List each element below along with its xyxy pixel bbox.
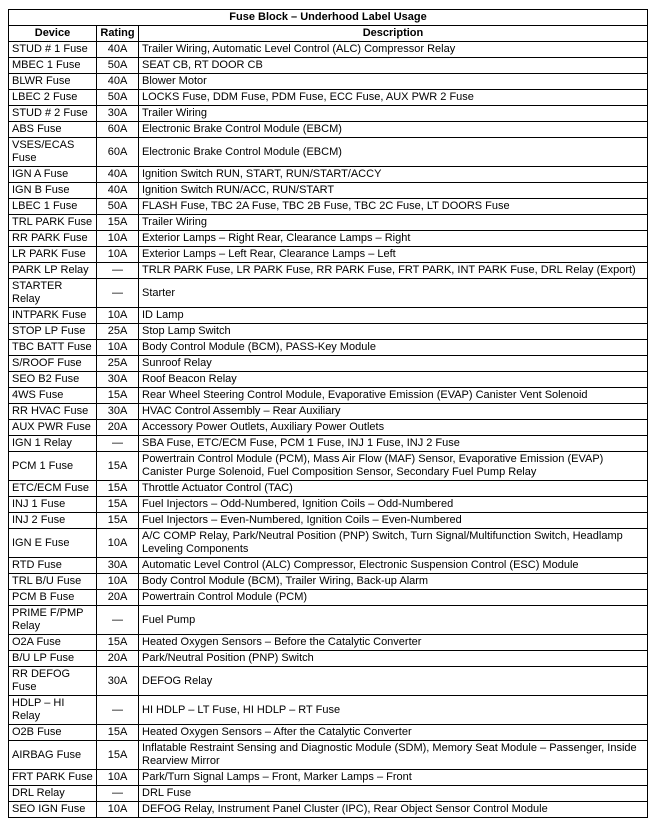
- rating-cell: 20A: [97, 420, 139, 436]
- device-cell: TRL PARK Fuse: [9, 215, 97, 231]
- table-row: [9, 199, 648, 215]
- table-row: [9, 308, 648, 324]
- device-cell: RR DEFOG Fuse: [9, 667, 97, 696]
- table-row: [9, 725, 648, 741]
- description-cell: Fuel Injectors – Even-Numbered, Ignition Coils – Even-Numbered: [139, 513, 648, 529]
- device-cell: SEO B2 Fuse: [9, 372, 97, 388]
- device-cell: LR PARK Fuse: [9, 247, 97, 263]
- table-row: [9, 324, 648, 340]
- device-cell: DRL Relay: [9, 786, 97, 802]
- description-cell: Stop Lamp Switch: [139, 324, 648, 340]
- description-cell: ID Lamp: [139, 308, 648, 324]
- rating-cell: 30A: [97, 404, 139, 420]
- device-cell: PCM 1 Fuse: [9, 452, 97, 481]
- table-row: [9, 606, 648, 635]
- device-cell: INJ 1 Fuse: [9, 497, 97, 513]
- rating-cell: —: [97, 279, 139, 308]
- rating-cell: 10A: [97, 529, 139, 558]
- rating-cell: —: [97, 436, 139, 452]
- description-cell: Automatic Level Control (ALC) Compressor, Electronic Suspension Control (ESC) Module: [139, 558, 648, 574]
- rating-cell: 10A: [97, 308, 139, 324]
- table-row: [9, 513, 648, 529]
- table-row: [9, 106, 648, 122]
- table-row: [9, 388, 648, 404]
- table-row: [9, 42, 648, 58]
- description-cell: Powertrain Control Module (PCM), Mass Air Flow (MAF) Sensor, Evaporative Emission (EVAP) Canister Purge Solenoid, Fuel Composition Sensor, Secondary Fuel Pump Relay: [139, 452, 648, 481]
- description-cell: Trailer Wiring: [139, 215, 648, 231]
- rating-cell: 50A: [97, 58, 139, 74]
- rating-cell: 10A: [97, 574, 139, 590]
- table-row: [9, 263, 648, 279]
- rating-cell: 15A: [97, 388, 139, 404]
- rating-cell: 10A: [97, 770, 139, 786]
- table-row: [9, 58, 648, 74]
- description-cell: Exterior Lamps – Right Rear, Clearance Lamps – Right: [139, 231, 648, 247]
- device-cell: IGN 1 Relay: [9, 436, 97, 452]
- rating-cell: 10A: [97, 802, 139, 818]
- table-row: [9, 436, 648, 452]
- description-cell: Blower Motor: [139, 74, 648, 90]
- rating-cell: —: [97, 786, 139, 802]
- device-cell: S/ROOF Fuse: [9, 356, 97, 372]
- rating-cell: 40A: [97, 183, 139, 199]
- table-row: [9, 90, 648, 106]
- description-cell: Sunroof Relay: [139, 356, 648, 372]
- rating-cell: 30A: [97, 372, 139, 388]
- device-cell: PRIME F/PMP Relay: [9, 606, 97, 635]
- device-cell: STARTER Relay: [9, 279, 97, 308]
- rating-cell: 25A: [97, 356, 139, 372]
- table-row: [9, 247, 648, 263]
- description-cell: A/C COMP Relay, Park/Neutral Position (PNP) Switch, Turn Signal/Multifunction Switch, Headlamp Leveling Components: [139, 529, 648, 558]
- device-cell: 4WS Fuse: [9, 388, 97, 404]
- device-cell: INTPARK Fuse: [9, 308, 97, 324]
- description-cell: Body Control Module (BCM), PASS-Key Module: [139, 340, 648, 356]
- description-cell: Inflatable Restraint Sensing and Diagnostic Module (SDM), Memory Seat Module – Passenger, Inside Rearview Mirror: [139, 741, 648, 770]
- device-cell: IGN E Fuse: [9, 529, 97, 558]
- table-row: [9, 420, 648, 436]
- description-cell: Heated Oxygen Sensors – After the Catalytic Converter: [139, 725, 648, 741]
- description-cell: DEFOG Relay: [139, 667, 648, 696]
- rating-cell: 30A: [97, 558, 139, 574]
- table-row: [9, 741, 648, 770]
- table-row: [9, 529, 648, 558]
- table-row: [9, 231, 648, 247]
- description-cell: Trailer Wiring, Automatic Level Control (ALC) Compressor Relay: [139, 42, 648, 58]
- rating-cell: 40A: [97, 42, 139, 58]
- device-cell: STOP LP Fuse: [9, 324, 97, 340]
- device-cell: STUD # 2 Fuse: [9, 106, 97, 122]
- title-row: [9, 10, 648, 26]
- table-row: [9, 786, 648, 802]
- rating-cell: —: [97, 696, 139, 725]
- rating-cell: 15A: [97, 215, 139, 231]
- rating-cell: 40A: [97, 167, 139, 183]
- table-row: [9, 340, 648, 356]
- device-cell: HDLP – HI Relay: [9, 696, 97, 725]
- device-cell: STUD # 1 Fuse: [9, 42, 97, 58]
- table-row: [9, 497, 648, 513]
- description-cell: HVAC Control Assembly – Rear Auxiliary: [139, 404, 648, 420]
- device-cell: B/U LP Fuse: [9, 651, 97, 667]
- description-cell: LOCKS Fuse, DDM Fuse, PDM Fuse, ECC Fuse, AUX PWR 2 Fuse: [139, 90, 648, 106]
- device-cell: RR HVAC Fuse: [9, 404, 97, 420]
- device-cell: LBEC 1 Fuse: [9, 199, 97, 215]
- rating-cell: 15A: [97, 725, 139, 741]
- description-cell: Powertrain Control Module (PCM): [139, 590, 648, 606]
- device-cell: IGN B Fuse: [9, 183, 97, 199]
- rating-cell: 25A: [97, 324, 139, 340]
- device-cell: FRT PARK Fuse: [9, 770, 97, 786]
- rating-cell: 10A: [97, 247, 139, 263]
- table-row: [9, 215, 648, 231]
- description-cell: DEFOG Relay, Instrument Panel Cluster (IPC), Rear Object Sensor Control Module: [139, 802, 648, 818]
- rating-cell: 20A: [97, 651, 139, 667]
- table-row: [9, 802, 648, 818]
- description-cell: Trailer Wiring: [139, 106, 648, 122]
- rating-cell: 30A: [97, 106, 139, 122]
- rating-cell: 60A: [97, 122, 139, 138]
- device-cell: TRL B/U Fuse: [9, 574, 97, 590]
- description-cell: Fuel Injectors – Odd-Numbered, Ignition Coils – Odd-Numbered: [139, 497, 648, 513]
- device-cell: INJ 2 Fuse: [9, 513, 97, 529]
- description-cell: Throttle Actuator Control (TAC): [139, 481, 648, 497]
- table-row: [9, 651, 648, 667]
- device-cell: TBC BATT Fuse: [9, 340, 97, 356]
- device-cell: RR PARK Fuse: [9, 231, 97, 247]
- description-cell: Electronic Brake Control Module (EBCM): [139, 138, 648, 167]
- rating-cell: 15A: [97, 741, 139, 770]
- description-cell: Park/Neutral Position (PNP) Switch: [139, 651, 648, 667]
- description-cell: Roof Beacon Relay: [139, 372, 648, 388]
- description-cell: HI HDLP – LT Fuse, HI HDLP – RT Fuse: [139, 696, 648, 725]
- device-cell: BLWR Fuse: [9, 74, 97, 90]
- description-cell: SEAT CB, RT DOOR CB: [139, 58, 648, 74]
- description-cell: Ignition Switch RUN, START, RUN/START/ACCY: [139, 167, 648, 183]
- rating-cell: 30A: [97, 667, 139, 696]
- device-cell: AIRBAG Fuse: [9, 741, 97, 770]
- header-row: [9, 26, 648, 42]
- table-row: [9, 372, 648, 388]
- rating-cell: 15A: [97, 513, 139, 529]
- description-cell: Rear Wheel Steering Control Module, Evaporative Emission (EVAP) Canister Vent Solenoid: [139, 388, 648, 404]
- device-cell: PARK LP Relay: [9, 263, 97, 279]
- table-row: [9, 574, 648, 590]
- rating-cell: 15A: [97, 635, 139, 651]
- description-cell: Park/Turn Signal Lamps – Front, Marker Lamps – Front: [139, 770, 648, 786]
- description-cell: SBA Fuse, ETC/ECM Fuse, PCM 1 Fuse, INJ 1 Fuse, INJ 2 Fuse: [139, 436, 648, 452]
- table-row: [9, 183, 648, 199]
- table-row: [9, 696, 648, 725]
- table-title: Fuse Block – Underhood Label Usage: [9, 10, 648, 26]
- rating-cell: —: [97, 263, 139, 279]
- fuse-block-table: [8, 9, 648, 818]
- rating-cell: —: [97, 606, 139, 635]
- device-cell: SEO IGN Fuse: [9, 802, 97, 818]
- table-row: [9, 558, 648, 574]
- table-body: [9, 42, 648, 818]
- device-cell: MBEC 1 Fuse: [9, 58, 97, 74]
- table-row: [9, 770, 648, 786]
- device-cell: ABS Fuse: [9, 122, 97, 138]
- table-row: [9, 279, 648, 308]
- device-cell: PCM B Fuse: [9, 590, 97, 606]
- description-cell: Starter: [139, 279, 648, 308]
- rating-cell: 20A: [97, 590, 139, 606]
- description-cell: Ignition Switch RUN/ACC, RUN/START: [139, 183, 648, 199]
- table-row: [9, 481, 648, 497]
- col-header-description: Description: [139, 26, 648, 42]
- device-cell: ETC/ECM Fuse: [9, 481, 97, 497]
- description-cell: FLASH Fuse, TBC 2A Fuse, TBC 2B Fuse, TBC 2C Fuse, LT DOORS Fuse: [139, 199, 648, 215]
- table-row: [9, 122, 648, 138]
- device-cell: O2A Fuse: [9, 635, 97, 651]
- rating-cell: 40A: [97, 74, 139, 90]
- description-cell: Exterior Lamps – Left Rear, Clearance Lamps – Left: [139, 247, 648, 263]
- table-row: [9, 635, 648, 651]
- description-cell: Accessory Power Outlets, Auxiliary Power Outlets: [139, 420, 648, 436]
- rating-cell: 15A: [97, 481, 139, 497]
- table-row: [9, 74, 648, 90]
- rating-cell: 10A: [97, 340, 139, 356]
- col-header-device: Device: [9, 26, 97, 42]
- description-cell: Fuel Pump: [139, 606, 648, 635]
- rating-cell: 50A: [97, 199, 139, 215]
- description-cell: Heated Oxygen Sensors – Before the Catalytic Converter: [139, 635, 648, 651]
- table-row: [9, 167, 648, 183]
- rating-cell: 15A: [97, 452, 139, 481]
- device-cell: O2B Fuse: [9, 725, 97, 741]
- description-cell: DRL Fuse: [139, 786, 648, 802]
- rating-cell: 50A: [97, 90, 139, 106]
- col-header-rating: Rating: [97, 26, 139, 42]
- device-cell: VSES/ECAS Fuse: [9, 138, 97, 167]
- rating-cell: 15A: [97, 497, 139, 513]
- description-cell: Electronic Brake Control Module (EBCM): [139, 122, 648, 138]
- rating-cell: 10A: [97, 231, 139, 247]
- description-cell: Body Control Module (BCM), Trailer Wiring, Back-up Alarm: [139, 574, 648, 590]
- device-cell: RTD Fuse: [9, 558, 97, 574]
- table-row: [9, 590, 648, 606]
- device-cell: IGN A Fuse: [9, 167, 97, 183]
- table-row: [9, 667, 648, 696]
- description-cell: TRLR PARK Fuse, LR PARK Fuse, RR PARK Fuse, FRT PARK, INT PARK Fuse, DRL Relay (Export): [139, 263, 648, 279]
- rating-cell: 60A: [97, 138, 139, 167]
- device-cell: LBEC 2 Fuse: [9, 90, 97, 106]
- device-cell: AUX PWR Fuse: [9, 420, 97, 436]
- table-row: [9, 452, 648, 481]
- table-row: [9, 404, 648, 420]
- table-row: [9, 356, 648, 372]
- table-row: [9, 138, 648, 167]
